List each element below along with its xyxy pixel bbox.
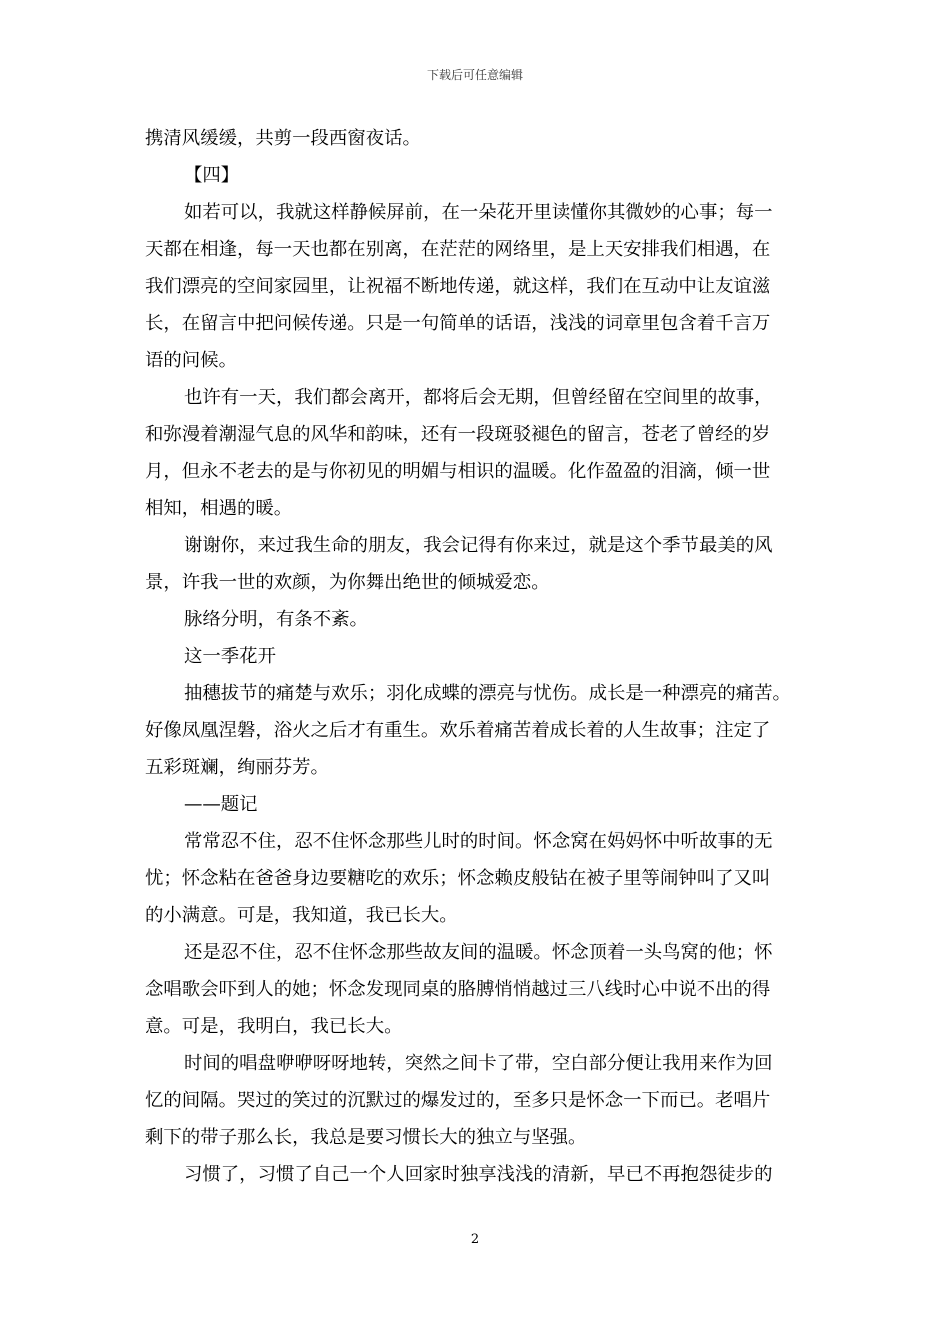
text-line: 长，在留言中把问候传递。只是一句简单的话语，浅浅的词章里包含着千言万 — [145, 313, 771, 334]
text-line: 念唱歌会吓到人的她；怀念发现同桌的胳膊悄悄越过三八线时心中说不出的得 — [145, 979, 771, 1000]
text-line: 月，但永不老去的是与你初见的明媚与相识的温暖。化作盈盈的泪滴，倾一世 — [145, 461, 771, 482]
text-line: 抽穗拔节的痛楚与欢乐；羽化成蝶的漂亮与忧伤。成长是一种漂亮的痛苦。 — [184, 683, 791, 704]
text-line: 的小满意。可是，我知道，我已长大。 — [145, 905, 458, 926]
text-line: ——题记 — [184, 794, 258, 815]
text-line: 忧；怀念粘在爸爸身边要糖吃的欢乐；怀念赖皮般钻在被子里等闹钟叫了又叫 — [145, 868, 771, 889]
text-line: 忆的间隔。哭过的笑过的沉默过的爆发过的，至多只是怀念一下而已。老唱片 — [145, 1090, 771, 1111]
page-number: 2 — [470, 1232, 480, 1247]
text-line: 天都在相逢，每一天也都在别离，在茫茫的网络里，是上天安排我们相遇，在 — [145, 239, 771, 260]
page-header: 下载后可任意编辑 — [426, 68, 523, 82]
text-line: 意。可是，我明白，我已长大。 — [145, 1016, 403, 1037]
text-line: 相知，相遇的暖。 — [145, 498, 293, 519]
text-line: 我们漂亮的空间家园里，让祝福不断地传递，就这样，我们在互动中让友谊滋 — [145, 276, 771, 297]
text-line: 语的问候。 — [145, 350, 237, 371]
text-line: 【四】 — [184, 165, 240, 186]
text-line: 五彩斑斓，绚丽芬芳。 — [145, 757, 329, 778]
text-line: 脉络分明，有条不紊。 — [184, 609, 368, 630]
text-line: 景，许我一世的欢颜，为你舞出绝世的倾城爱恋。 — [145, 572, 550, 593]
text-line: 谢谢你，来过我生命的朋友，我会记得有你来过，就是这个季节最美的风 — [184, 535, 773, 556]
text-line: 携清风缓缓，共剪一段西窗夜话。 — [145, 128, 421, 149]
text-line: 如若可以，我就这样静候屏前，在一朵花开里读懂你其微妙的心事；每一 — [184, 202, 773, 223]
text-line: 也许有一天，我们都会离开，都将后会无期，但曾经留在空间里的故事， — [184, 387, 773, 408]
text-line: 还是忍不住，忍不住怀念那些故友间的温暖。怀念顶着一头鸟窝的他；怀 — [184, 942, 773, 963]
text-line: 和弥漫着潮湿气息的风华和韵味，还有一段斑驳褪色的留言，苍老了曾经的岁 — [145, 424, 771, 445]
text-line: 这一季花开 — [184, 646, 276, 667]
text-line: 常常忍不住，忍不住怀念那些儿时的时间。怀念窝在妈妈怀中听故事的无 — [184, 831, 773, 852]
text-line: 习惯了，习惯了自己一个人回家时独享浅浅的清新，早已不再抱怨徒步的 — [184, 1164, 773, 1185]
text-line: 时间的唱盘咿咿呀呀地转，突然之间卡了带，空白部分便让我用来作为回 — [184, 1053, 773, 1074]
text-line: 好像凤凰涅磐，浴火之后才有重生。欢乐着痛苦着成长着的人生故事；注定了 — [145, 720, 771, 741]
document-body — [145, 120, 805, 1193]
text-line: 剩下的带子那么长，我总是要习惯长大的独立与坚强。 — [145, 1127, 587, 1148]
